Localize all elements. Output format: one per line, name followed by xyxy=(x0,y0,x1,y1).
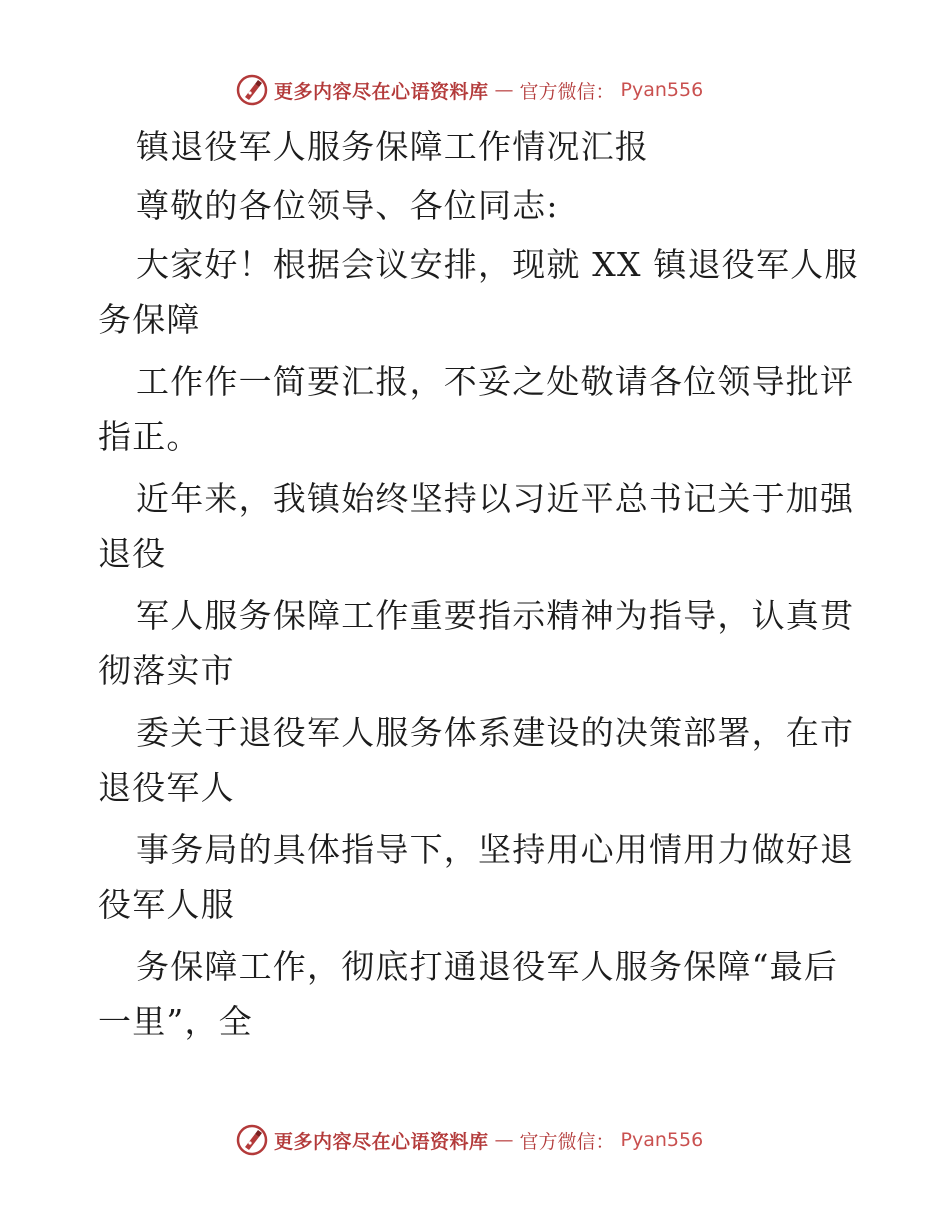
header-dash: — xyxy=(494,79,514,101)
text-line: 大家好！根据会议安排，现就 XX 镇退役军人服 xyxy=(136,245,859,284)
text-line: 务保障工作，彻底打通退役军人服务保障“最后 xyxy=(136,947,839,986)
text-line: 军人服务保障工作重要指示精神为指导，认真贯 xyxy=(136,596,855,635)
header-banner xyxy=(236,72,703,108)
footer-brand-text: 更多内容尽在心语资料库 xyxy=(274,1130,489,1153)
text-line: 委关于退役军人服务体系建设的决策部署，在市 xyxy=(136,713,855,752)
footer-wechat-id: Pyan556 xyxy=(620,1129,704,1151)
header-wechat-label: 官方微信： xyxy=(519,80,615,103)
text-line: 工作作一简要汇报，不妥之处敬请各位领导批评 xyxy=(136,362,855,401)
footer-wechat-label: 官方微信： xyxy=(519,1130,615,1153)
text-line: 退役军人 xyxy=(98,768,235,807)
text-line: 彻落实市 xyxy=(98,651,235,690)
header-wechat-id: Pyan556 xyxy=(620,79,704,101)
text-line: 务保障 xyxy=(98,300,201,339)
text-line: 役军人服 xyxy=(98,885,235,924)
text-line: 近年来，我镇始终坚持以习近平总书记关于加强 xyxy=(136,479,855,518)
footer-banner xyxy=(236,1122,703,1158)
footer-dash: — xyxy=(494,1129,514,1151)
pen-nib-logo-icon xyxy=(236,1124,268,1156)
text-line: 事务局的具体指导下，坚持用心用情用力做好退 xyxy=(136,830,855,869)
pen-nib-logo-icon xyxy=(236,74,268,106)
text-line: 退役 xyxy=(98,534,167,573)
text-line: 一里”，全 xyxy=(98,1002,253,1041)
document-title: 镇退役军人服务保障工作情况汇报 xyxy=(136,127,649,166)
header-brand-text: 更多内容尽在心语资料库 xyxy=(274,80,489,103)
salutation: 尊敬的各位领导、各位同志: xyxy=(136,186,559,225)
text-line: 指正。 xyxy=(98,417,201,456)
